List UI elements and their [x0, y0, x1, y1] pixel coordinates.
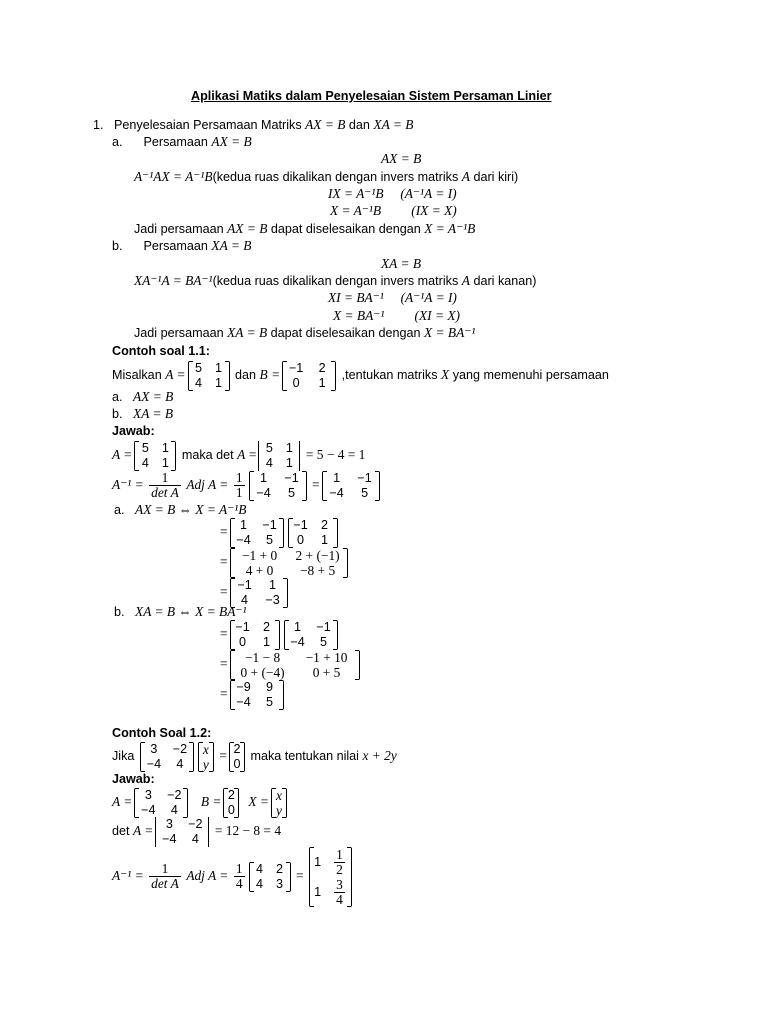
- matrix-cell: x: [276, 787, 282, 803]
- matrix-cell: 1: [240, 517, 248, 532]
- det-A-12-line: det A = 3 −2 −4 4 = 12 − 8 = 4: [112, 816, 282, 846]
- matrix-cell: 2: [318, 360, 326, 375]
- fraction-1-over-4: $\frac{1}{4}$: [235, 861, 243, 892]
- matrix-cell: −1: [235, 619, 250, 634]
- item-a-heading: a. Persamaan AX = B: [112, 134, 252, 149]
- matrix-cell: 2: [263, 619, 271, 634]
- matrix-cell: y: [276, 802, 282, 818]
- matrix-cell: −1: [316, 619, 331, 634]
- matrix-row: [192, 376, 226, 391]
- matrix-row: [233, 742, 241, 757]
- matrix-cell: −8 + 5: [299, 562, 336, 578]
- matrix-cell: 0: [227, 802, 235, 817]
- matrix-row: [253, 471, 303, 486]
- matrix-cell: 5: [195, 360, 203, 375]
- solution-a-heading: a. AX = B ⇔ X = A⁻¹B: [114, 502, 247, 517]
- eq-a-line2: A⁻¹AX = A⁻¹B(kedua ruas dikalikan dengan invers matriks A dari kiri): [134, 169, 519, 184]
- matrix-invA-12: 1 $\frac{1}{2}$ 1 $\frac{3}{4}$: [309, 847, 352, 907]
- matrix-cell: 4: [241, 592, 249, 607]
- matrix-sum-a: [230, 548, 348, 578]
- matrix-cell: 4: [256, 876, 264, 891]
- matrix-cell: 5: [265, 440, 273, 455]
- matrix-row: [234, 518, 280, 533]
- inverse-A-line: A⁻¹ = $\frac{1}{\text{det A}}$ Adj A = $\frac{1}{1}$ 1 −1 −4 5 = 1 −1 −4 5: [112, 468, 382, 502]
- matrix-cell: −4: [146, 756, 162, 771]
- matrix-cell: −4: [236, 694, 251, 709]
- matrix-A: [188, 361, 230, 391]
- matrix-row: [253, 862, 287, 877]
- eq-b-line4: X = BA⁻¹ (XI = X): [333, 308, 460, 323]
- matrix-row: [234, 578, 284, 593]
- matrix-cell: 1: [260, 470, 268, 485]
- matrix-row: [138, 788, 184, 803]
- matrix-cell: 0: [297, 532, 305, 547]
- example-1-1-heading: Contoh soal 1.1:: [112, 344, 210, 358]
- matrix-cell: 4 + 0: [245, 562, 274, 578]
- matrix-cell: 1: [269, 577, 277, 592]
- example-1-2-statement: Jika 3 −2 −4 4 x y = 2 0 maka tentukan nilai x + 2y: [112, 741, 397, 772]
- matrix-invA-stepb: [284, 620, 338, 650]
- matrix-B-stepb: [230, 620, 280, 650]
- answer-heading-1-2: Jawab:: [112, 772, 155, 786]
- matrix-cell: 4: [170, 802, 178, 817]
- solution-b-result: = −9 9 −4 5: [220, 678, 286, 710]
- matrix-cell: −4: [141, 802, 156, 817]
- matrix-A-12: [134, 788, 188, 818]
- matrix-cell: 5: [320, 634, 328, 649]
- det-A-line: A = 5 1 4 1 maka det A = 5 1 4 1 = 5 − 4 = 1: [112, 440, 366, 470]
- matrix-cell: −1: [288, 360, 304, 375]
- document-title: Aplikasi Matiks dalam Penyelesaian Sistem Persaman Linier: [191, 89, 552, 103]
- matrix-cell: −1: [357, 470, 372, 485]
- matrix-row: [234, 695, 280, 710]
- matrix-cell: −3: [265, 592, 280, 607]
- matrix-cell: 9: [266, 679, 274, 694]
- matrix-cell: 5: [266, 694, 274, 709]
- matrix-cell: 1: [318, 375, 326, 390]
- matrix-row: [159, 832, 205, 847]
- vector-xy: [198, 742, 214, 772]
- example-1-1-statement: Misalkan A = 5 1 4 1 dan B = −1 2 0 1 ,tentukan matriks X yang memenuhi persamaan: [112, 360, 609, 390]
- matrix-row: [234, 650, 356, 665]
- define-ABX-line: A = 3 −2 −4 4 B = 2 0 X = x y: [112, 786, 289, 818]
- matrix-cell: 2: [227, 787, 235, 802]
- matrix-row: [202, 742, 210, 757]
- matrix-adjA: [249, 471, 307, 501]
- matrix-cell: −4: [256, 485, 271, 500]
- matrix-cell: 0: [292, 375, 300, 390]
- matrix-cell: 4: [176, 756, 184, 771]
- question-b: b. XA = B: [112, 406, 174, 421]
- matrix-result-b: [230, 680, 284, 710]
- matrix-cell: x: [202, 741, 209, 757]
- matrix-cell: 1: [333, 470, 341, 485]
- matrix-cell: −2: [188, 816, 203, 831]
- matrix-M: [140, 742, 194, 772]
- matrix-row: [286, 376, 332, 391]
- matrix-cell: −4: [290, 634, 305, 649]
- matrix-row: [234, 548, 344, 563]
- matrix-row: [253, 486, 303, 501]
- fraction-1-over-2: $\frac{1}{2}$: [336, 846, 343, 877]
- section-1-heading: 1. Penyelesaian Persamaan Matriks AX = B dan XA = B: [93, 117, 414, 132]
- matrix-cell: −4: [162, 831, 177, 846]
- matrix-cell: 1: [215, 360, 223, 375]
- determinant-A: [258, 441, 300, 471]
- matrix-row: [234, 620, 276, 635]
- matrix-cell: 1: [285, 455, 293, 470]
- matrix-row: [202, 757, 210, 772]
- matrix-cell: −2: [167, 787, 182, 802]
- matrix-row: [234, 680, 280, 695]
- matrix-cell: 4: [191, 831, 199, 846]
- matrix-row: [233, 757, 241, 772]
- matrix-cell: −1 + 0: [241, 547, 278, 563]
- matrix-cell: 3: [165, 816, 173, 831]
- matrix-cell: 1: [294, 619, 302, 634]
- matrix-cell: −1: [293, 517, 308, 532]
- solution-b-step1: = −1 2 0 1 1 −1 −4 5: [220, 618, 340, 650]
- matrix-row: [326, 471, 376, 486]
- determinant-A-12: [155, 817, 209, 847]
- matrix-cell: 1: [263, 634, 271, 649]
- answer-heading-1-1: Jawab:: [112, 424, 155, 438]
- matrix-B-12: [223, 788, 239, 818]
- item-b-heading: b. Persamaan XA = B: [112, 238, 252, 253]
- matrix-cell: 0 + 5: [312, 664, 341, 680]
- item-a-conclusion: Jadi persamaan AX = B dapat diselesaikan dengan X = A⁻¹B: [134, 221, 476, 236]
- matrix-invA-step: [230, 518, 284, 548]
- eq-a-line1: AX = B: [381, 151, 422, 166]
- matrix-cell: 4: [256, 861, 264, 876]
- matrix-cell: 2 + (−1): [295, 547, 340, 563]
- matrix-row: [144, 757, 190, 772]
- matrix-row: [138, 441, 172, 456]
- matrix-cell: 2: [233, 741, 241, 756]
- inverse-A-12-line: A⁻¹ = $\frac{1}{\text{det A}}$ Adj A = $\frac{1}{4}$ 4 2 4 3 = 1 $\frac{1}{2}$ 1 $\frac{3}{4}$: [112, 846, 354, 907]
- matrix-row: [286, 361, 332, 376]
- eq-a-line3: IX = A⁻¹B (A⁻¹A = I): [328, 186, 457, 201]
- matrix-adjA-12: [249, 862, 291, 892]
- matrix-cell: 1: [321, 532, 329, 547]
- matrix-invA: [322, 471, 380, 501]
- matrix-cell: 5: [141, 440, 149, 455]
- fraction-1-over-detA: $\frac{1}{\text{det A}}$: [151, 470, 179, 501]
- matrix-B: [282, 361, 336, 391]
- matrix-cell: 0: [239, 634, 247, 649]
- matrix-cell: −1 − 8: [244, 649, 281, 665]
- vector-rhs: [229, 742, 245, 772]
- matrix-cell: −2: [172, 741, 188, 756]
- matrix-row: [253, 877, 287, 892]
- matrix-A-2: [134, 441, 176, 471]
- matrix-cell: 5: [361, 485, 369, 500]
- matrix-cell: 2: [321, 517, 329, 532]
- matrix-cell: 1: [161, 440, 169, 455]
- matrix-cell: −1: [284, 470, 299, 485]
- matrix-X-12: [271, 788, 287, 818]
- matrix-B-step: [288, 518, 338, 548]
- matrix-row: [144, 742, 190, 757]
- matrix-row: [159, 817, 205, 832]
- matrix-row: [262, 441, 296, 456]
- solution-a-step2: = −1 + 0 2 + (−1) 4 + 0 −8 + 5: [220, 546, 350, 578]
- matrix-cell: 4: [141, 455, 149, 470]
- matrix-row: [192, 361, 226, 376]
- fraction-3-over-4: $\frac{3}{4}$: [336, 876, 343, 907]
- solution-b-heading: b. XA = B ⇔ X = BA⁻¹: [114, 604, 247, 619]
- matrix-cell: 3: [150, 741, 158, 756]
- matrix-cell: −4: [236, 532, 251, 547]
- eq-a-line4: X = A⁻¹B (IX = X): [330, 203, 457, 218]
- solution-a-step1: = 1 −1 −4 5 −1 2 0 1: [220, 516, 340, 548]
- matrix-cell: 4: [265, 455, 273, 470]
- matrix-row: [227, 788, 235, 803]
- eq-b-line1: XA = B: [381, 256, 422, 271]
- matrix-cell: −1: [237, 577, 252, 592]
- eq-b-line3: XI = BA⁻¹ (A⁻¹A = I): [328, 290, 457, 305]
- question-a: a. AX = B: [112, 389, 174, 404]
- matrix-cell: 1: [215, 375, 223, 390]
- example-1-2-heading: Contoh Soal 1.2:: [112, 726, 212, 740]
- matrix-cell: y: [202, 756, 209, 772]
- matrix-cell: 5: [266, 532, 274, 547]
- matrix-cell: −9: [236, 679, 251, 694]
- matrix-cell: −1: [262, 517, 277, 532]
- matrix-cell: 0: [233, 756, 241, 771]
- item-b-conclusion: Jadi persamaan XA = B dapat diselesaikan dengan X = BA⁻¹: [134, 325, 476, 340]
- matrix-cell: 1: [285, 440, 293, 455]
- fraction-1-over-1: $\frac{1}{1}$: [235, 470, 243, 501]
- matrix-cell: 1: [161, 455, 169, 470]
- matrix-row: [288, 620, 334, 635]
- eq-b-line2: XA⁻¹A = BA⁻¹(kedua ruas dikalikan dengan invers matriks A dari kanan): [134, 273, 537, 288]
- matrix-cell: 2: [276, 861, 284, 876]
- matrix-row: [275, 788, 283, 803]
- matrix-cell: 3: [276, 876, 284, 891]
- matrix-cell: −4: [329, 485, 344, 500]
- matrix-sum-b: [230, 650, 360, 680]
- matrix-cell: 4: [195, 375, 203, 390]
- matrix-cell: 0 + (−4): [240, 664, 285, 680]
- solution-a-result: = −1 1 4 −3: [220, 576, 290, 608]
- matrix-cell: 5: [288, 485, 296, 500]
- fraction-1-over-detA-12: $\frac{1}{\text{det A}}$: [151, 861, 179, 892]
- solution-b-step2: = −1 − 8 −1 + 10 0 + (−4) 0 + 5: [220, 648, 362, 680]
- matrix-row: [326, 486, 376, 501]
- matrix-cell: −1 + 10: [305, 649, 348, 665]
- matrix-cell: 3: [144, 787, 152, 802]
- matrix-row: [292, 518, 334, 533]
